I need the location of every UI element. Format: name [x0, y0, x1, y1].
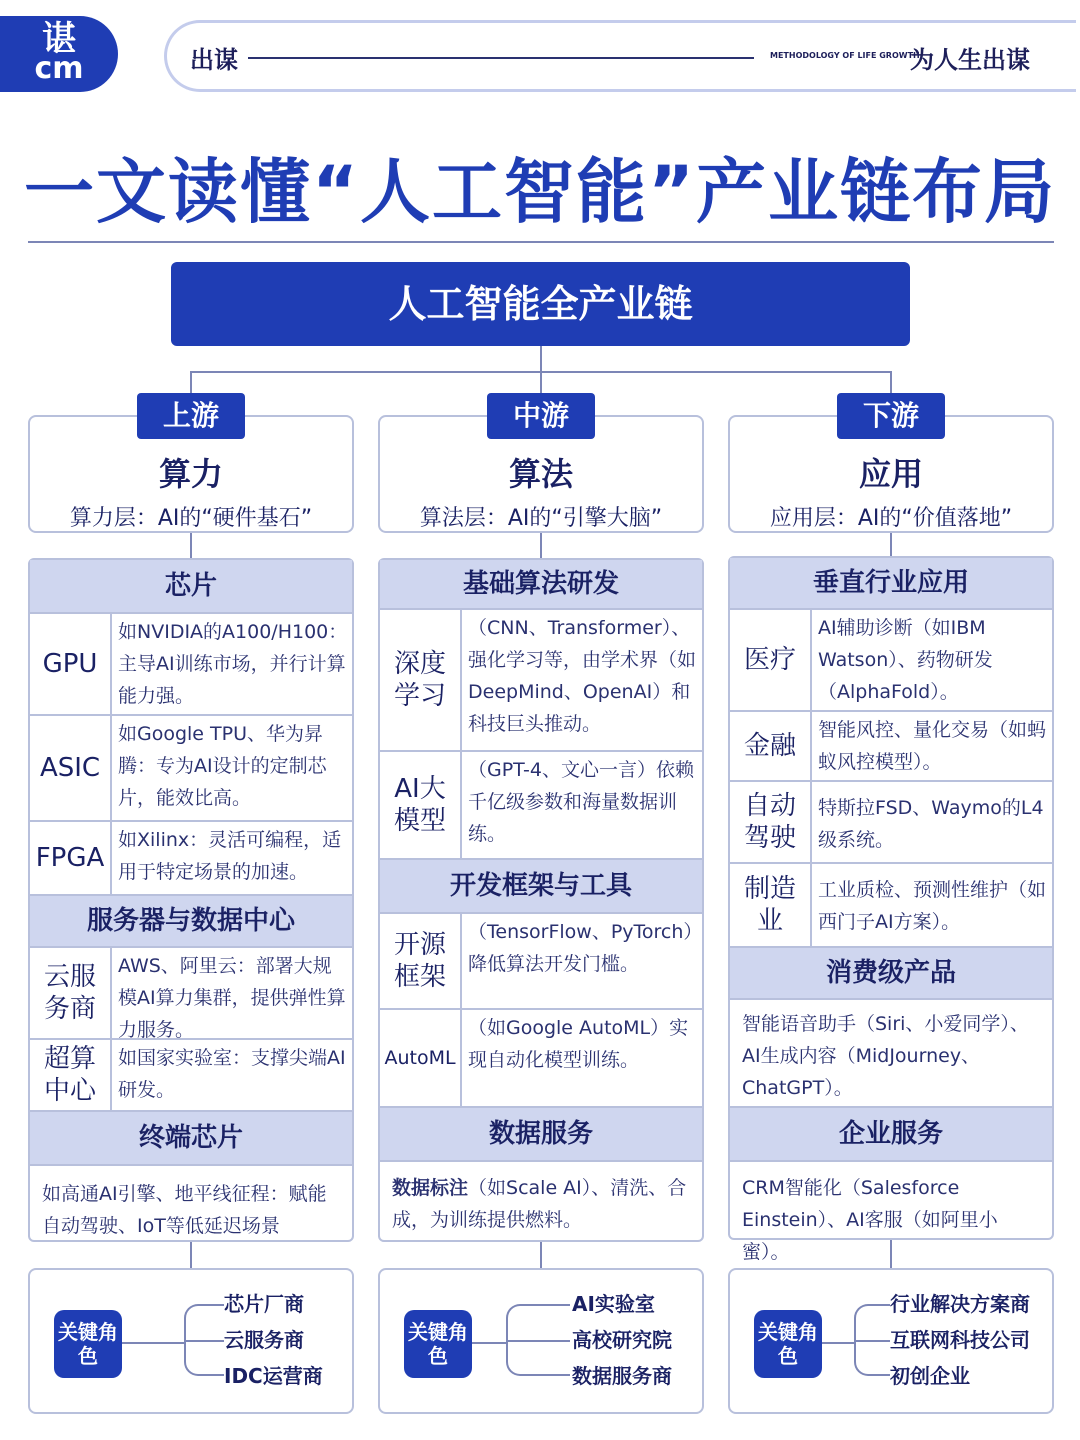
row-key: GPU: [30, 614, 112, 714]
brand-logo: [0, 16, 118, 92]
header-right-text: 为人生出谋: [910, 46, 1030, 74]
row-key: AI大模型: [380, 752, 462, 858]
role-list: [890, 1288, 1030, 1396]
role-item: 高校研究院: [572, 1328, 672, 1352]
logo-line-1: 谌: [42, 19, 76, 59]
row-key: 金融: [730, 712, 812, 780]
stage-desc: 应用层：AI的“价值落地”: [769, 506, 1013, 531]
row-value: 工业质检、预测性维护（如西门子AI方案）。: [818, 879, 1047, 933]
bracket-middle: [506, 1340, 570, 1342]
connector-down: [890, 371, 892, 395]
bracket-stem: [122, 1342, 184, 1344]
midstream-column: [378, 558, 704, 1242]
row-open-source: [380, 912, 702, 1008]
section-enterprise: 企业服务: [730, 1106, 1052, 1160]
stage-title: 应用: [858, 455, 923, 493]
role-item: 行业解决方案商: [890, 1292, 1030, 1316]
upstream-column: [28, 558, 354, 1242]
stage-title: 算力: [158, 455, 223, 493]
data-services-bold: 数据标注: [392, 1177, 469, 1199]
row-finance: [730, 710, 1052, 780]
row-value: 智能风控、量化交易（如蚂蚁风控模型）。: [818, 719, 1047, 773]
section-edge-chips: 终端芯片: [30, 1110, 352, 1164]
role-item: 互联网科技公司: [890, 1328, 1030, 1352]
row-deep-learning: [380, 608, 702, 750]
row-key: ASIC: [30, 716, 112, 820]
stage-tag-midstream: 中游: [487, 393, 595, 439]
row-key: 深度学习: [380, 610, 462, 750]
section-data-services: 数据服务: [380, 1106, 702, 1160]
row-value: 特斯拉FSD、Waymo的L4级系统。: [818, 797, 1044, 851]
role-item: IDC运营商: [224, 1364, 323, 1388]
bracket-stem: [822, 1342, 854, 1344]
section-servers: 服务器与数据中心: [30, 894, 352, 946]
title-divider: [28, 241, 1054, 243]
role-list: [572, 1288, 672, 1396]
section-frameworks: 开发框架与工具: [380, 858, 702, 912]
section-vertical: 垂直行业应用: [730, 558, 1052, 608]
row-key: 云服务商: [30, 948, 112, 1038]
page-title: 一文读懂“人工智能”产业链布局: [24, 151, 1057, 233]
connector-mid: [540, 371, 542, 395]
row-medical: [730, 608, 1052, 710]
row-value: （CNN、Transformer）、强化学习等，由学术界（如DeepMind、OpenAI）和科技巨头推动。: [468, 617, 697, 735]
logo-line-2: cm: [34, 51, 84, 86]
row-asic: [30, 714, 352, 820]
stage-desc: 算法层：AI的“引擎大脑”: [419, 506, 663, 531]
row-value: 如NVIDIA的A100/H100：主导AI训练市场，并行计算能力强。: [118, 621, 348, 707]
row-key: 开源框架: [380, 914, 462, 1008]
stage-tag-upstream: 上游: [137, 393, 245, 439]
section-chips: 芯片: [30, 560, 352, 612]
key-roles-badge: 关键角色: [404, 1310, 472, 1378]
bracket-stem: [472, 1342, 506, 1344]
key-roles-badge: 关键角色: [54, 1310, 122, 1378]
header-subtitle: METHODOLOGY OF LIFE GROWTH: [770, 51, 920, 60]
row-large-models: [380, 750, 702, 858]
bracket-middle: [854, 1340, 890, 1342]
root-node: 人工智能全产业链: [171, 262, 910, 346]
section-consumer: 消费级产品: [730, 946, 1052, 998]
header-left-text: 出谋: [190, 46, 238, 74]
row-key: 自动驾驶: [730, 782, 812, 862]
row-value: （如Google AutoML）实现自动化模型训练。: [468, 1017, 689, 1071]
row-value: 如Xilinx：灵活可编程，适用于特定场景的加速。: [118, 829, 342, 883]
row-automl: [380, 1008, 702, 1106]
connector-stage3-col: [890, 533, 892, 557]
connector-stage1-col: [190, 533, 192, 559]
row-fpga: [30, 820, 352, 894]
section-algorithms: 基础算法研发: [380, 560, 702, 608]
roles-midstream: [378, 1268, 704, 1414]
roles-downstream: [728, 1268, 1054, 1414]
row-key: FPGA: [30, 822, 112, 894]
role-item: 数据服务商: [572, 1364, 672, 1388]
bracket-middle: [184, 1340, 224, 1342]
roles-upstream: [28, 1268, 354, 1414]
row-gpu: [30, 612, 352, 714]
connector-root-down: [540, 346, 542, 372]
row-autonomous: [730, 780, 1052, 862]
role-item: 云服务商: [224, 1328, 304, 1352]
row-value: 如国家实验室：支撑尖端AI研发。: [118, 1047, 346, 1101]
row-value: （TensorFlow、PyTorch）降低算法开发门槛。: [468, 921, 693, 975]
enterprise-text: CRM智能化（Salesforce Einstein）、AI客服（如阿里小蜜）。: [730, 1160, 1052, 1280]
row-key: 制造业: [730, 864, 812, 946]
connector-stage2-col: [540, 533, 542, 559]
row-key: 超算中心: [30, 1040, 112, 1110]
connector-up: [190, 371, 192, 395]
role-item: AI实验室: [572, 1292, 655, 1316]
data-services-rest: （如Scale AI）、清洗、合成，为训练提供燃料。: [392, 1177, 687, 1231]
row-key: 医疗: [730, 610, 812, 710]
row-value: （GPT-4、文心一言）依赖千亿级参数和海量数据训练。: [468, 759, 694, 845]
stage-desc: 算力层：AI的“硬件基石”: [69, 506, 313, 531]
row-key: AutoML: [380, 1010, 462, 1106]
row-cloud: [30, 946, 352, 1041]
consumer-text: 智能语音助手（Siri、小爱同学）、AI生成内容（MidJourney、ChatGPT）。: [730, 998, 1052, 1106]
header-divider: [248, 57, 754, 59]
data-services-text: [380, 1160, 702, 1248]
key-roles-badge: 关键角色: [754, 1310, 822, 1378]
role-item: 芯片厂商: [224, 1292, 304, 1316]
row-supercomputer: [30, 1038, 352, 1110]
stage-tag-downstream: 下游: [837, 393, 945, 439]
stage-title: 算法: [508, 455, 573, 493]
row-value: 如Google TPU、华为昇腾：专为AI设计的定制芯片，能效比高。: [118, 723, 327, 809]
edge-chips-text: 如高通AI引擎、地平线征程：赋能自动驾驶、IoT等低延迟场景: [30, 1164, 352, 1254]
role-list: [224, 1288, 323, 1396]
row-manufacturing: [730, 862, 1052, 946]
role-item: 初创企业: [890, 1364, 970, 1388]
row-value: AWS、阿里云：部署大规模AI算力集群，提供弹性算力服务。: [118, 955, 346, 1041]
row-value: AI辅助诊断（如IBM Watson）、药物研发（AlphaFold）。: [818, 617, 993, 703]
downstream-column: [728, 556, 1054, 1263]
